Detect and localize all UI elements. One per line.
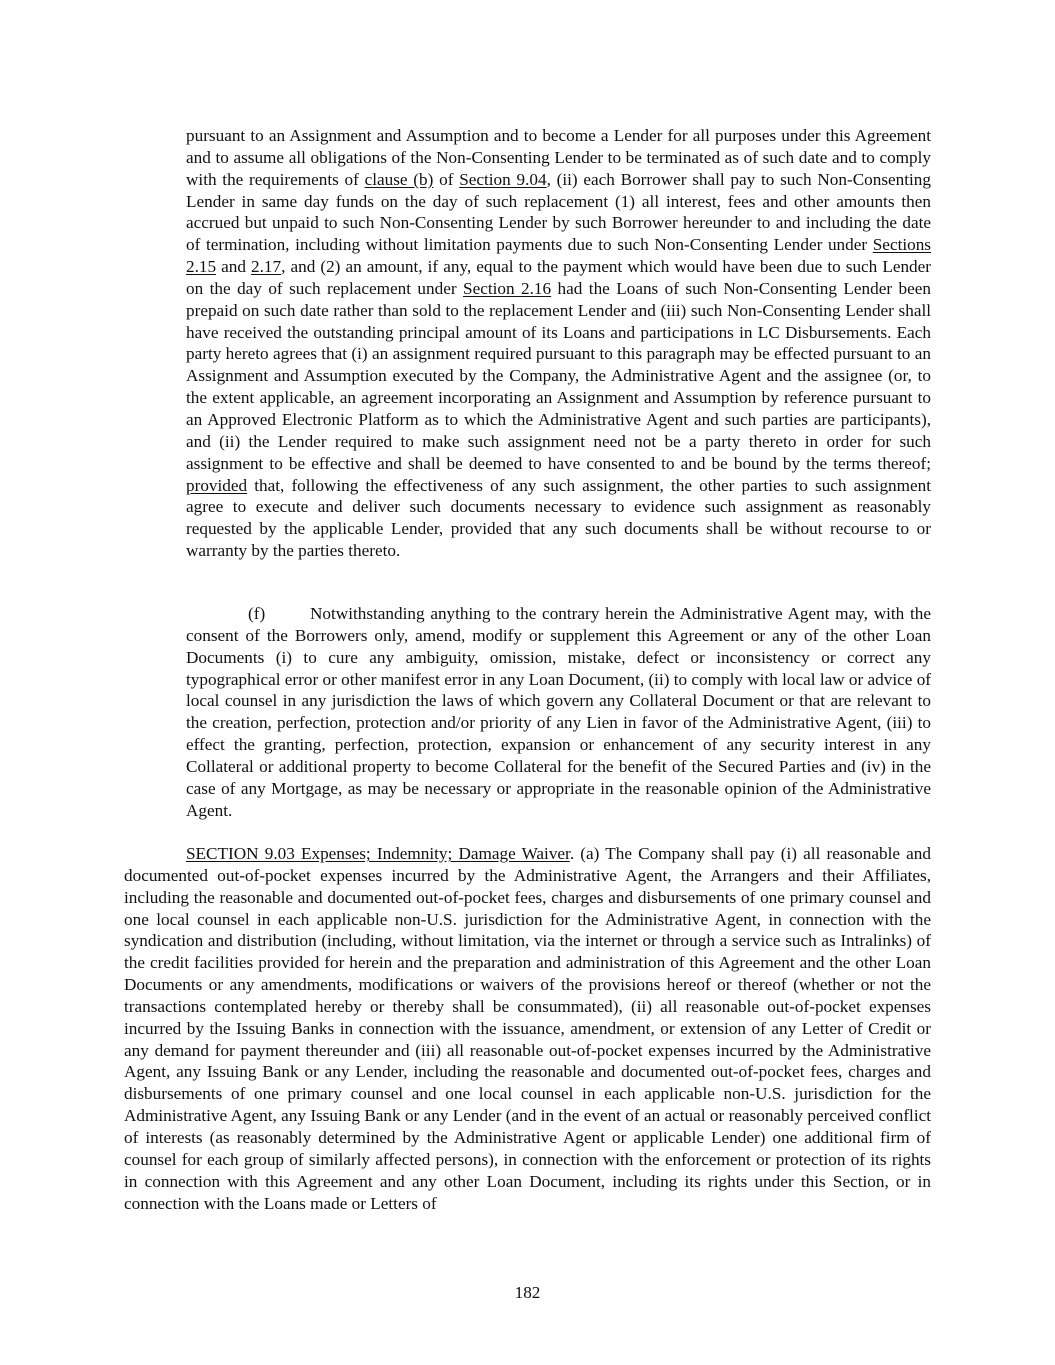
paragraph-text: of [433,169,460,189]
paragraph-text: had the Loans of such Non-Consenting Lender been prepaid on such date rather than sold to the replacement Lender and (iii) such Non-Consenting Lender shall have received the outstanding principal amount of its Loans and participations in LC Disbursements. Each party hereto agrees that (i) an assignment required pursuant to this paragraph may be effected pursuant to an Assignment and Assumption executed by the Company, the Administrative Agent and the assignee (or, to the extent applicable, an agreement incorporating an Assignment and Assumption by reference pursuant to an Approved Electronic Platform as to which the Administrative Agent and such parties are participants), and (ii) the Lender required to make such assignment need not be a party thereto in order for such assignment to be effective and shall be deemed to have consented to and be bound by the terms thereof; [186,278,931,473]
page-number: 182 [514,1283,541,1302]
section-9-04-reference: Section 9.04 [459,169,547,189]
paragraph-text: that, following the effectiveness of any such assignment, the other parties to such assignment agree to execute and deliver such documents necessary to evidence such assignment as reasonably requested by the applicable Lender, provided that any such documents shall be without recourse to or warranty by the parties thereto. [186,475,931,561]
paragraph-text: and [216,257,252,277]
section-2-16-reference: Section 2.16 [463,278,552,298]
paragraph-text: pursuant to an Assignment and Assumption and to become a Lender for all purposes under this Agreement and to assume all obligations of the Non-Consenting Lender to be terminated as of such date and to comply with the requirements of [186,126,931,189]
clause-b-reference: clause (b) [364,169,434,189]
section-9-03-text: (a) The Company shall pay (i) all reasonable and documented out-of-pocket expenses incurred by the Administrative Agent, the Arrangers and their Affiliates, including the reasonable and documented out-of-pocket fees, charges and disbursements of one primary counsel and one local counsel in each applicable non-U.S. jurisdiction for the Administrative Agent, in connection with the syndication and distribution (including, without limitation, via the internet or through a service such as Intralinks) of the credit facilities provided for herein and the preparation and administration of this Agreement and the other Loan Documents or any amendments, modifications or waivers of the provisions hereof or thereof (whether or not the transactions contemplated hereby or thereby shall be consummated), (ii) all reasonable out-of-pocket expenses incurred by the Issuing Banks in connection with the issuance, amendment, or extension of any Letter of Credit or any demand for payment thereunder and (iii) all reasonable out-of-pocket expenses incurred by the Administrative Agent, any Issuing Bank or any Lender, including the reasonable and documented out-of-pocket fees, charges and disbursements of one primary counsel and one local counsel in each applicable non-U.S. jurisdiction for the Administrative Agent, any Issuing Bank or any Lender (and in the event of an actual or reasonably perceived conflict of interests (as reasonably determined by the Administrative Agent or applicable Lender) one additional firm of counsel for each group of similarly affected persons), in connection with the enforcement or protection of its rights in connection with this Agreement and any other Loan Document, including its rights under this Section, or in connection with the Loans made or Letters of [124,844,931,1213]
provided-term: provided [186,475,248,495]
section-9-03-heading: SECTION 9.03 Expenses; Indemnity; Damage Waiver [186,844,570,863]
paragraph-f-label: (f) [248,604,266,623]
section-9-03-paragraph [124,843,931,1214]
paragraph-f-text: Notwithstanding anything to the contrary herein the Administrative Agent may, with the consent of the Borrowers only, amend, modify or supplement this Agreement or any of the other Loan Documents (i) to cure any ambiguity, omission, mistake, defect or inconsistency or correct any typographical error or other manifest error in any Loan Document, (ii) to comply with local law or advice of local counsel in any jurisdiction the laws of which govern any Collateral Document or that are relevant to the creation, perfection, protection and/or priority of any Lien in favor of the Administrative Agent, (iii) to effect the granting, perfection, protection, expansion or enhancement of any security interest in any Collateral or additional property to become Collateral for the benefit of the Secured Parties and (iv) in the case of any Mortgage, as may be necessary or appropriate in the reasonable opinion of the Administrative Agent. [186,604,932,820]
heading-period: . [569,844,575,863]
paragraph-text: , and (2) an amount, if any, equal to the payment which would have been due to such Lender on the day of such replacement under [186,257,931,298]
sections-2-15-reference: Sections 2.15 [186,235,931,277]
paragraph-text: , (ii) each Borrower shall pay to such Non-Consenting Lender in same day funds on the day of such replacement (1) all interest, fees and other amounts then accrued but unpaid to such Non-Consenting Lender by such Borrower hereunder to and including the date of termination, including without limitation payments due to such Non-Consenting Lender under [186,169,931,255]
section-2-17-reference: 2.17 [251,257,282,277]
paragraph-f [186,603,931,821]
paragraph-e-continuation [186,125,931,562]
